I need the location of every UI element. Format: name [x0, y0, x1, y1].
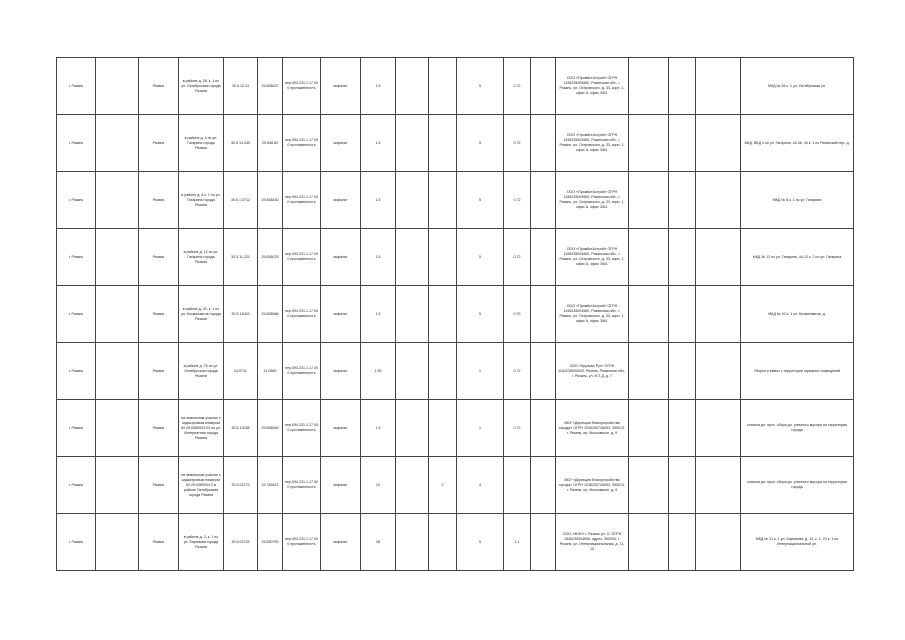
area-cell: 1.5	[361, 172, 396, 229]
volume-cell: 0.72	[504, 172, 531, 229]
region-cell: Рязань	[139, 172, 179, 229]
surface-cell: асфальт	[321, 343, 361, 400]
count3-cell: 1	[457, 400, 504, 457]
area-cell: 1.5	[361, 58, 396, 115]
table-row	[57, 172, 854, 229]
volume-cell: 0.72	[504, 58, 531, 115]
count2-cell	[429, 172, 457, 229]
latitude-cell: 30.5 14.049	[224, 115, 258, 172]
city-cell: г. Рязань	[57, 400, 96, 457]
address-cell: в районе д. 6 к. 1 по ул. Гагарина города Рязани	[179, 172, 224, 229]
owner-cell: ООО «Пром8ст&строй» ОГРН 1196235004560, Рязанская обл., г. Рязань, ул. Островского, д. 33, корп. 1, офис А, офис 3/64.	[556, 115, 629, 172]
blank-cell	[696, 514, 741, 571]
cadastre-cell: нер.094.231.1.17.000 протяженность	[283, 343, 321, 400]
surface-cell: асфальт	[321, 172, 361, 229]
registry-table	[56, 57, 854, 571]
volume-cell: 0.72	[504, 343, 531, 400]
blank-cell	[696, 286, 741, 343]
count2-cell	[429, 514, 457, 571]
volume-cell: 0.72	[504, 400, 531, 457]
blank-cell	[696, 229, 741, 286]
table-row	[57, 400, 854, 457]
extra2-cell	[669, 286, 696, 343]
longitude-cell: 29.838086	[258, 286, 283, 343]
table-row	[57, 286, 854, 343]
count2-cell: 2	[429, 457, 457, 514]
extra2-cell	[669, 514, 696, 571]
longitude-cell: 29.830790	[258, 514, 283, 571]
blank-cell	[531, 172, 556, 229]
region-cell: Рязань	[139, 115, 179, 172]
city-cell: г. Рязань	[57, 457, 96, 514]
table-row	[57, 115, 854, 172]
blank-cell	[696, 343, 741, 400]
extra1-cell	[629, 400, 669, 457]
note-cell: МКД № 28 к. 1 ул. Октябрьская ул.	[741, 58, 854, 115]
count1-cell	[396, 514, 429, 571]
count3-cell: 1	[457, 343, 504, 400]
count3-cell: 5	[457, 286, 504, 343]
volume-cell	[504, 457, 531, 514]
count2-cell	[429, 286, 457, 343]
city-cell: г. Рязань	[57, 115, 96, 172]
extra1-cell	[629, 343, 669, 400]
city-cell: г. Рязань	[57, 514, 96, 571]
blank-cell	[96, 400, 139, 457]
extra1-cell	[629, 457, 669, 514]
cadastre-cell: нер.094.231.1.17.000 протяженность	[283, 514, 321, 571]
count1-cell	[396, 400, 429, 457]
count3-cell: 5	[457, 172, 504, 229]
blank-cell	[531, 457, 556, 514]
blank-cell	[96, 115, 139, 172]
cadastre-cell: нер.094.231.1.17.000 протяженность	[283, 286, 321, 343]
area-cell: 28	[361, 514, 396, 571]
count1-cell	[396, 115, 429, 172]
longitude-cell: 29.838078	[258, 229, 283, 286]
longitude-cell: 29.838037	[258, 58, 283, 115]
extra2-cell	[669, 343, 696, 400]
cadastre-cell: нер.094.231.1.17.000 протяженность	[283, 115, 321, 172]
longitude-cell: 29.838.83	[258, 115, 283, 172]
extra2-cell	[669, 400, 696, 457]
cadastre-cell: нер.094.231.1.17.000 протяженность	[283, 58, 321, 115]
latitude-cell: 30.5 02726	[224, 514, 258, 571]
cadastre-cell: нер.094.231.1.17.000 протяженность	[283, 457, 321, 514]
count3-cell: 5	[457, 229, 504, 286]
region-cell: Рязань	[139, 343, 179, 400]
note-cell: стоянка дл. проч. сбора дл. уличного мусора на территории города	[741, 400, 854, 457]
address-cell: в районе д. 12 по ул. Гагарина города Рязани	[179, 229, 224, 286]
longitude-cell: 29.789413	[258, 457, 283, 514]
count3-cell: 5	[457, 58, 504, 115]
extra2-cell	[669, 172, 696, 229]
count2-cell	[429, 400, 457, 457]
extra1-cell	[629, 514, 669, 571]
count2-cell	[429, 115, 457, 172]
blank-cell	[96, 172, 139, 229]
blank-cell	[531, 229, 556, 286]
surface-cell: асфальт	[321, 514, 361, 571]
table-row	[57, 457, 854, 514]
count1-cell	[396, 286, 429, 343]
count3-cell: 5	[457, 115, 504, 172]
latitude-cell: 30.5 11.221	[224, 229, 258, 286]
note-cell: МКД № 21 к. 1 ул. Бирюзова, д. 13, к. 1, 23 к. 1 по Интернациональной ул.	[741, 514, 854, 571]
count3-cell: 4	[457, 457, 504, 514]
blank-cell	[531, 286, 556, 343]
table-row	[57, 229, 854, 286]
city-cell: г. Рязань	[57, 58, 96, 115]
note-cell: МКД, ВКД 4 по ул. Гагарина, 44-46, 44 к. 1 по Рязанский пер. д.	[741, 115, 854, 172]
extra1-cell	[629, 172, 669, 229]
address-cell: в районе д. 3, к. 1 по ул. Бирюзова города Рязани	[179, 514, 224, 571]
count3-cell: 5	[457, 514, 504, 571]
city-cell: г. Рязань	[57, 286, 96, 343]
table-row	[57, 58, 854, 115]
longitude-cell: 29.838948	[258, 400, 283, 457]
address-cell: на земельном участке с кадастровым номером 62:29:0080003:03 по ул. Интернатная города Рязани	[179, 400, 224, 457]
blank-cell	[531, 343, 556, 400]
address-cell: на земельном участке с кадастровым номером 62:29:0080004:3 в районе Октябрьская города Рязани	[179, 457, 224, 514]
city-cell: г. Рязань	[57, 229, 96, 286]
blank-cell	[96, 286, 139, 343]
surface-cell: асфальт	[321, 400, 361, 457]
cadastre-cell: нер.094.231.1.17.000 протяженность	[283, 172, 321, 229]
note-cell: Уборка и вывоз с территории гаражных помещений	[741, 343, 854, 400]
count2-cell	[429, 58, 457, 115]
latitude-cell: 30.5 13038	[224, 400, 258, 457]
surface-cell: асфальт	[321, 229, 361, 286]
area-cell: 1.5	[361, 400, 396, 457]
address-cell: в районе д. 76 по ул. Октябрьская города Рязани	[179, 343, 224, 400]
blank-cell	[96, 58, 139, 115]
count1-cell	[396, 58, 429, 115]
surface-cell: асфальт	[321, 58, 361, 115]
owner-cell: ООО «Кругмал Рус» ОГРН 1162235000003, Рязань, Рязанская обл., г. Рязань, ул. М.Т.Д. д. 7	[556, 343, 629, 400]
count1-cell	[396, 343, 429, 400]
address-cell: в районе д. 42, к. 1 по ул. Космонавтов города Рязани	[179, 286, 224, 343]
blank-cell	[696, 58, 741, 115]
owner-cell: ООО «Пром8ст&строй» ОГРН 1196235004560, Рязанская обл., г. Рязань, ул. Островского, д. 33, корп. 1, офис А, офис 3/64.	[556, 172, 629, 229]
extra1-cell	[629, 58, 669, 115]
address-cell: в районе д. 4 по ул. Гагарина города Рязани	[179, 115, 224, 172]
extra2-cell	[669, 229, 696, 286]
region-cell: Рязань	[139, 58, 179, 115]
blank-cell	[696, 400, 741, 457]
longitude-cell: 29.838430	[258, 172, 283, 229]
count1-cell	[396, 229, 429, 286]
latitude-cell: 30.5 12.13	[224, 58, 258, 115]
latitude-cell: 24.0711	[224, 343, 258, 400]
volume-cell: 0.72	[504, 229, 531, 286]
blank-cell	[531, 400, 556, 457]
note-cell: МКД № 42 к. 1 ул. Космонавтов, д.	[741, 286, 854, 343]
count1-cell	[396, 172, 429, 229]
volume-cell: 1.1	[504, 514, 531, 571]
volume-cell: 0.75	[504, 286, 531, 343]
surface-cell: асфальт	[321, 115, 361, 172]
blank-cell	[96, 514, 139, 571]
volume-cell: 0.72	[504, 115, 531, 172]
latitude-cell: 30.5 1.0712	[224, 172, 258, 229]
cadastre-cell: нер.094.231.1.17.000 протяженность	[283, 400, 321, 457]
extra1-cell	[629, 286, 669, 343]
region-cell: Рязань	[139, 229, 179, 286]
extra1-cell	[629, 229, 669, 286]
region-cell: Рязань	[139, 400, 179, 457]
region-cell: Рязань	[139, 457, 179, 514]
blank-cell	[696, 115, 741, 172]
area-cell: 1.5	[361, 229, 396, 286]
blank-cell	[531, 115, 556, 172]
note-cell: МКД № 6 к. 1 по ул. Гагарина	[741, 172, 854, 229]
surface-cell: асфальт	[321, 457, 361, 514]
blank-cell	[696, 457, 741, 514]
region-cell: Рязань	[139, 514, 179, 571]
owner-cell: ООО «ЖЭУ» г. Рязань ул. О. ОГРН 1046235004696, адрес: 390005, г. Рязань, ул. Интернациональная, д. 11, 15	[556, 514, 629, 571]
extra2-cell	[669, 58, 696, 115]
blank-cell	[696, 172, 741, 229]
area-cell: 1.5	[361, 286, 396, 343]
blank-cell	[96, 343, 139, 400]
extra2-cell	[669, 115, 696, 172]
count2-cell	[429, 229, 457, 286]
note-cell: стоянка дл. проч. сбора дл. уличного мусора на территории города	[741, 457, 854, 514]
extra2-cell	[669, 457, 696, 514]
latitude-cell: 30.5 02179	[224, 457, 258, 514]
cadastre-cell: нер.094.231.1.17.000 протяженность	[283, 229, 321, 286]
latitude-cell: 30.5 14053	[224, 286, 258, 343]
city-cell: г. Рязань	[57, 172, 96, 229]
count2-cell	[429, 343, 457, 400]
area-cell: 1.5	[361, 115, 396, 172]
area-cell: 24	[361, 457, 396, 514]
area-cell: 1.55	[361, 343, 396, 400]
extra1-cell	[629, 115, 669, 172]
table-row	[57, 514, 854, 571]
region-cell: Рязань	[139, 286, 179, 343]
blank-cell	[531, 514, 556, 571]
table-row	[57, 343, 854, 400]
owner-cell: ООО «Пром8ст&строй» ОГРН 1196235004560, Рязанская обл., г. Рязань, ул. Островского, д. 33, корп. 1, офис А, офис 3/64.	[556, 58, 629, 115]
blank-cell	[96, 229, 139, 286]
note-cell: МКД № 12 по ул. Гагарина, 44-12 к. 2 по ул. Гагарина	[741, 229, 854, 286]
owner-cell: ООО «Пром8ст&строй» ОГРН 1196235004560, Рязанская обл., г. Рязань, ул. Островского, д. 33, корп. 1, офис А, офис 3/64.	[556, 229, 629, 286]
blank-cell	[96, 457, 139, 514]
blank-cell	[531, 58, 556, 115]
longitude-cell: 21.0550	[258, 343, 283, 400]
surface-cell: асфальт	[321, 286, 361, 343]
owner-cell: МБУ «Дирекция благоустройства города» ОГРН 1036200726093, 390013, г. Рязань, пр. Московское, д. 9	[556, 400, 629, 457]
city-cell: г. Рязань	[57, 343, 96, 400]
count1-cell	[396, 457, 429, 514]
address-cell: в районе д. 28, к. 1 по ул. Октябрьская города Рязани	[179, 58, 224, 115]
owner-cell: МБУ «Дирекция благоустройства города» ОГРН 1036200726093, 390013, г. Рязань, пр. Московское, д. 9	[556, 457, 629, 514]
owner-cell: ООО «Пром8ст&строй» ОГРН 1196235004560, Рязанская обл., г. Рязань, ул. Островского, д. 33, корп. 1, офис А, офис 3/64.	[556, 286, 629, 343]
